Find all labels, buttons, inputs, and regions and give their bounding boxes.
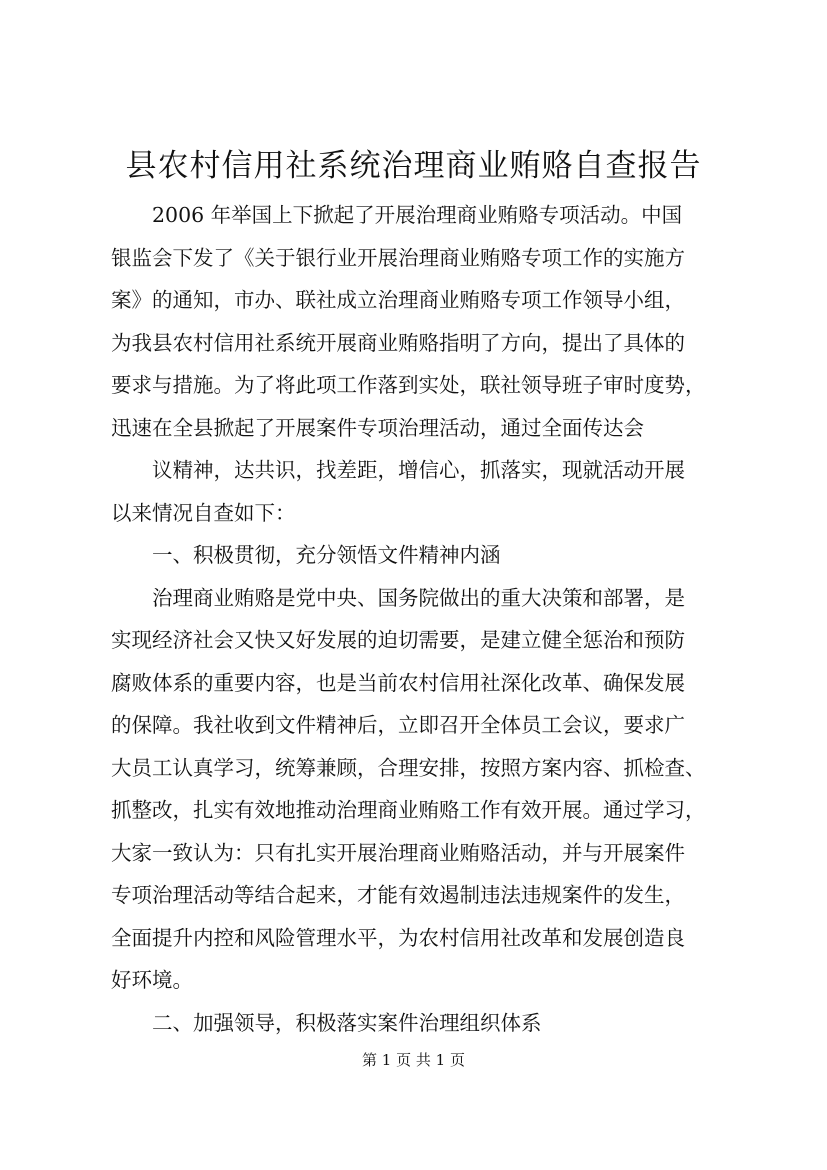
text-line: 专项治理活动等结合起来，才能有效遏制违法违规案件的发生， [111,883,685,907]
paragraph-intro [111,194,721,449]
text-line: 银监会下发了《关于银行业开展治理商业贿赂专项工作的实施方 [111,245,685,270]
text-line: 实现经济社会又快又好发展的迫切需要，是建立健全惩治和预防 [111,628,685,652]
heading-text: 二、加强领导，积极落实案件治理组织体系 [152,1010,542,1035]
text-line: 全面提升内控和风险管理水平，为农村信用社改革和发展创造良 [111,925,685,950]
paragraph-continuation [111,449,721,534]
text-line: 好环境。 [111,968,193,992]
text-line: 要求与措施。为了将此项工作落到实处，联社领导班子审时度势， [111,373,706,397]
text-line: 大员工认真学习，统筹兼顾，合理安排，按照方案内容、抓检查、 [111,755,706,780]
page-title: 县农村信用社系统治理商业贿赂自查报告 [125,148,702,184]
section-heading-2 [111,1002,721,1045]
section-heading-1 [111,534,721,577]
page-footer: 第 1 页 共 1 页 [362,1051,465,1069]
text-line: 腐败体系的重要内容，也是当前农村信用社深化改革、确保发展 [111,670,685,695]
paragraph-section-1 [111,577,721,1002]
text-line: 以来情况自查如下： [111,500,296,525]
text-line: 大家一致认为：只有扎实开展治理商业贿赂活动，并与开展案件 [111,840,685,865]
text-line: 治理商业贿赂是党中央、国务院做出的重大决策和部署，是 [152,585,685,610]
text-line: 迅速在全县掀起了开展案件专项治理活动，通过全面传达会 [111,415,644,440]
text-line: 的保障。我社收到文件精神后，立即召开全体员工会议，要求广 [111,713,685,737]
text-line: 抓整改，扎实有效地推动治理商业贿赂工作有效开展。通过学习， [111,798,706,822]
text-line: 案》的通知，市办、联社成立治理商业贿赂专项工作领导小组， [111,288,685,312]
heading-text: 一、积极贯彻，充分领悟文件精神内涵 [152,543,501,567]
text-line: 2006 年举国上下掀起了开展治理商业贿赂专项活动。中国 [152,203,683,227]
text-line: 为我县农村信用社系统开展商业贿赂指明了方向，提出了具体的 [111,330,685,355]
text-line: 议精神，达共识，找差距，增信心，抓落实，现就活动开展 [152,458,685,482]
document-body [111,194,721,1044]
